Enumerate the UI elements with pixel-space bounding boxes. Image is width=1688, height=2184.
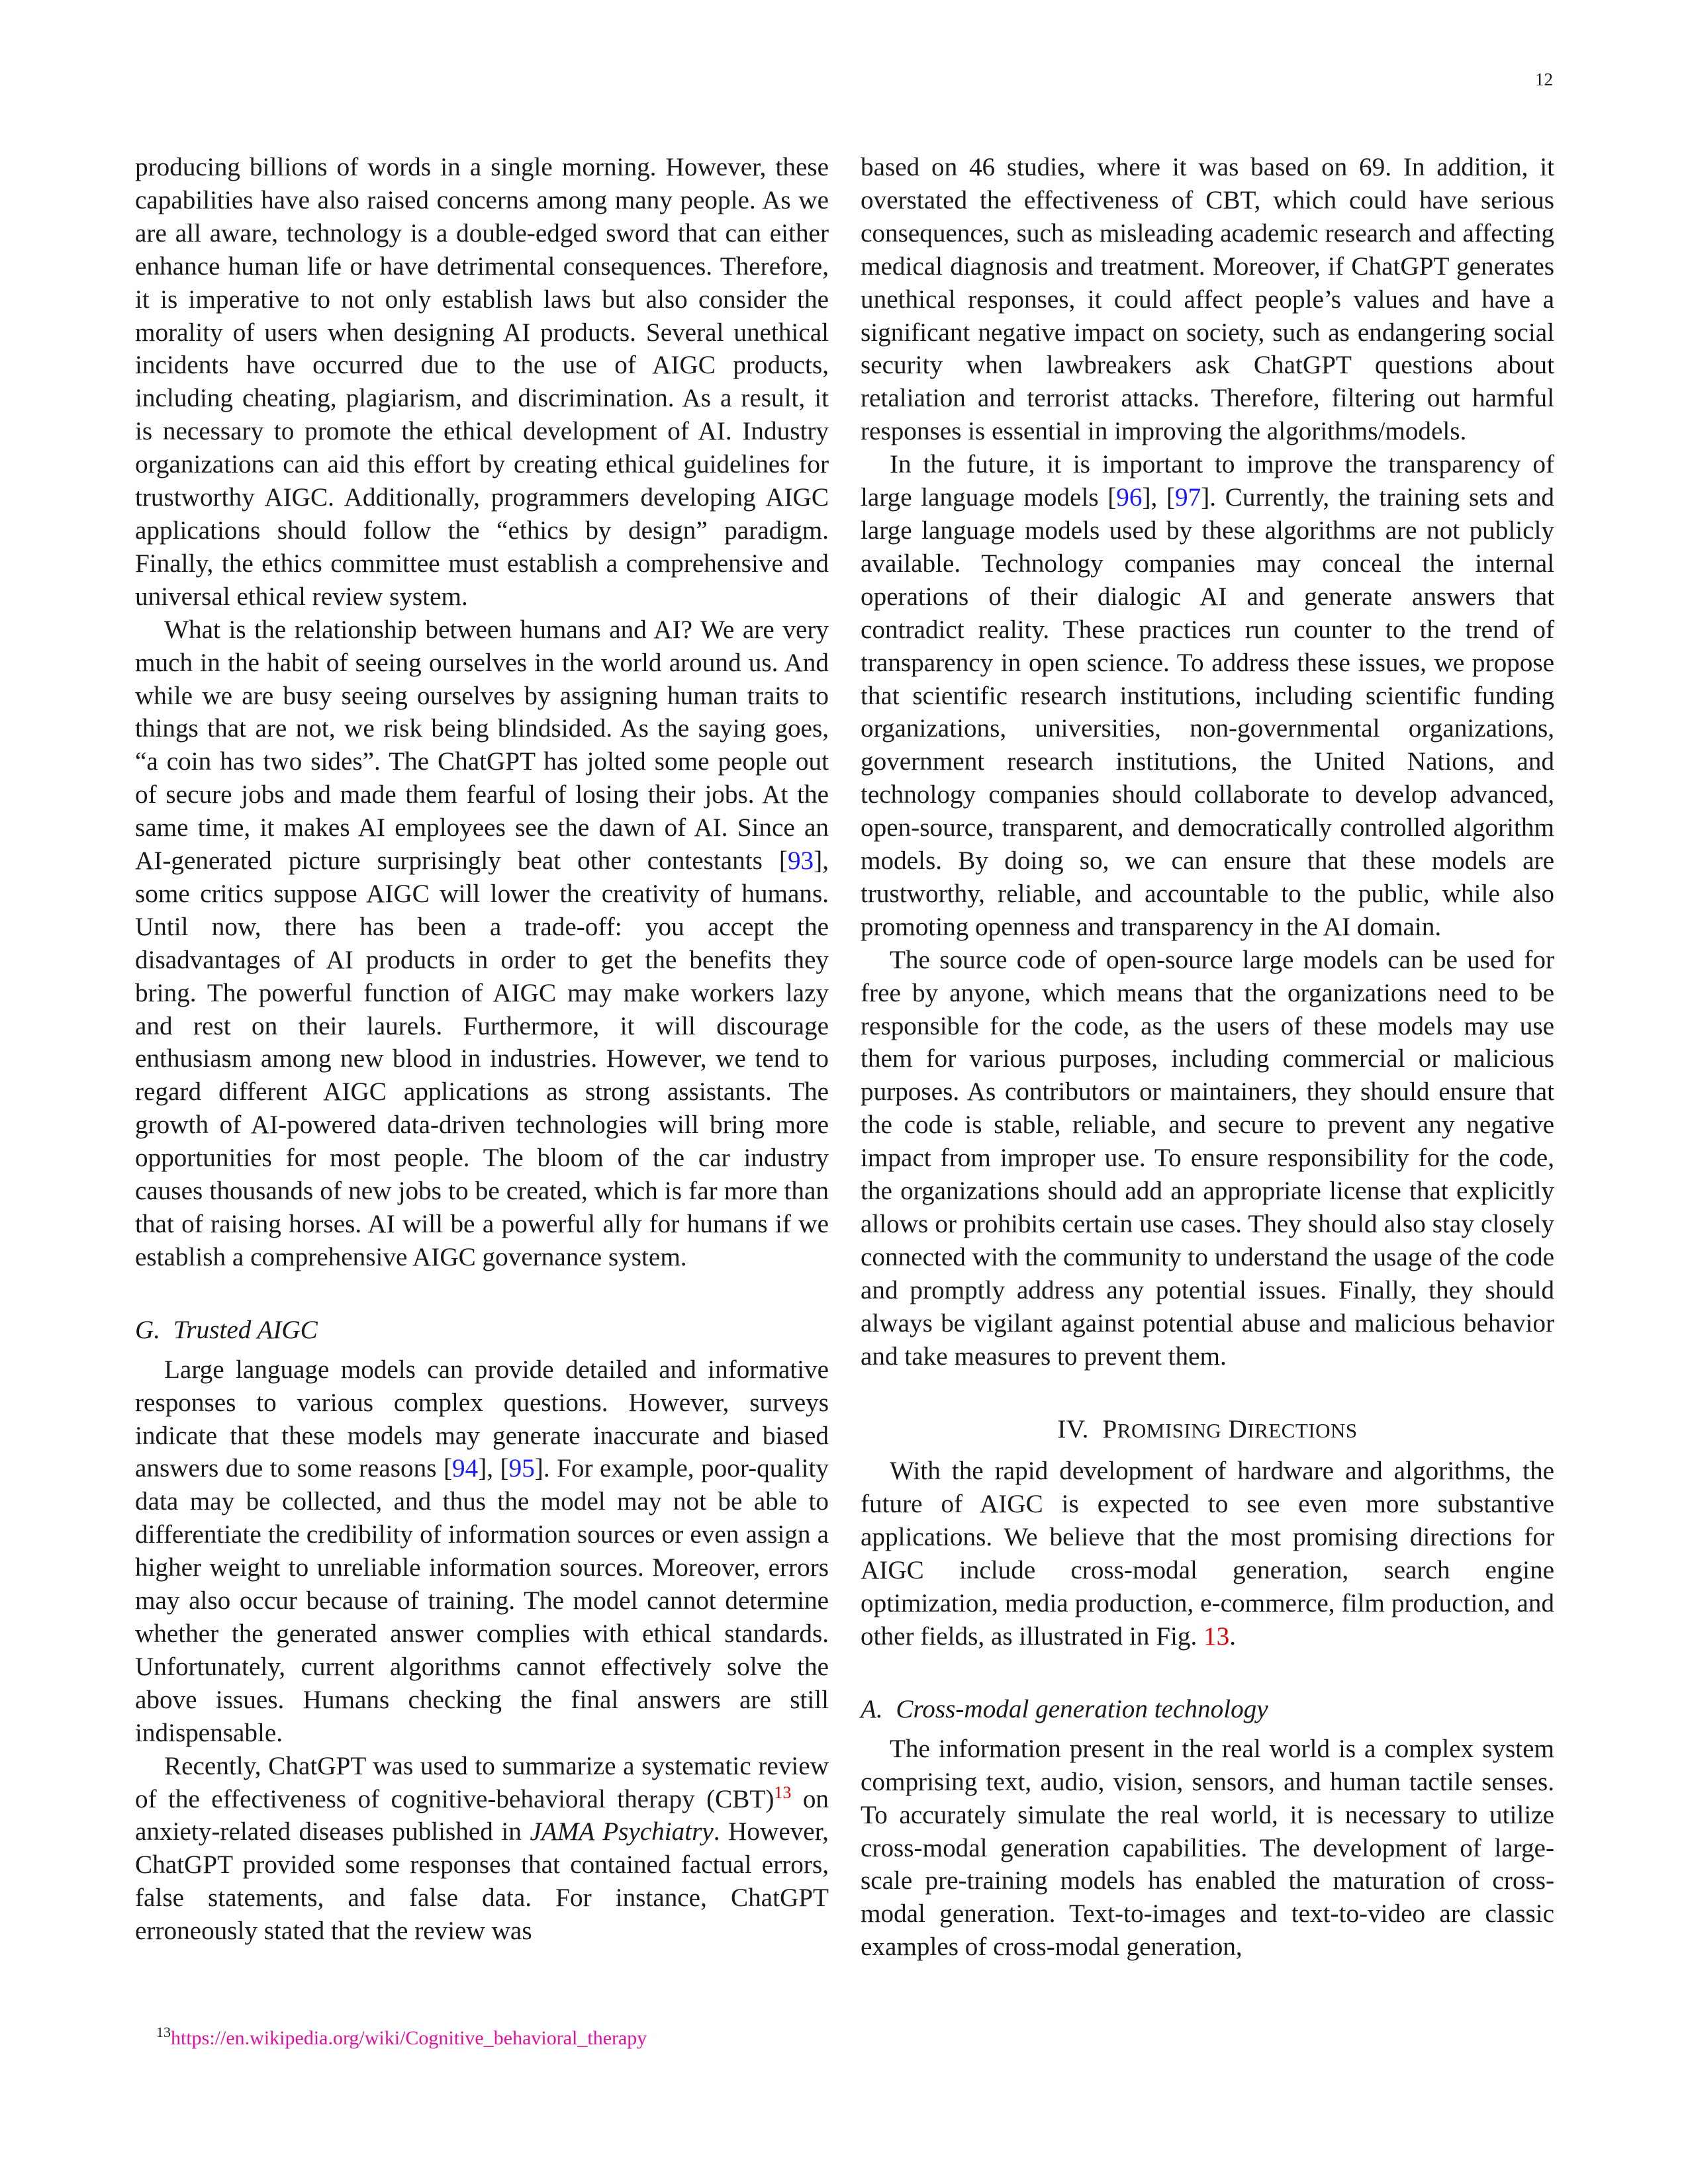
paragraph-text: In the future, it is important to improve the transparency of large language models [ — [861, 450, 1554, 512]
paragraph-text: Large language models can provide detailed and informative responses to various complex questions. However, surveys indicate that these models may generate inaccurate and biased answers due to some reasons [ — [135, 1355, 829, 1483]
section-title-part: D — [1228, 1414, 1248, 1443]
paragraph-text: on anxiety-related diseases published in — [135, 1784, 829, 1846]
paragraph: based on 46 studies, where it was based on 69. In addition, it overstated the effectiveness of CBT, which could have serious consequences, such as misleading academic research and affecting medical diagnosis and treatment. Moreover, if ChatGPT generates unethical responses, it could affect people’s values and have a significant negative impact on society, such as endangering social security when lawbreakers ask ChatGPT questions about retaliation and terrorist attacks. Therefore, filtering out harmful responses is essential in improving the algorithms/models. — [861, 153, 1554, 446]
paragraph — [861, 1455, 1554, 1653]
paragraph-text: ]. Currently, the training sets and large language models used by these algorithms are not publicly available. Technology companies may conceal the internal operations of their dialogic AI and generate answers that contradict reality. These practices run counter to the trend of transparency in open science. To address these issues, we propose that scientific research institutions, including scientific funding organizations, universities, non-governmental organizations, government research institutions, the United Nations, and technology companies should collaborate to develop advanced, open-source, transparent, and democratically controlled algorithm models. By doing so, we can ensure that these models are trustworthy, reliable, and accountable to the public, while also promoting openness and transparency in the AI domain. — [861, 483, 1554, 941]
citation-link[interactable]: 97 — [1175, 483, 1201, 512]
footnote — [156, 2025, 647, 2052]
section-title-part: ROMISING — [1117, 1418, 1222, 1442]
paragraph — [135, 614, 829, 1274]
subsection-title: Trusted AIGC — [173, 1315, 318, 1344]
section-number: IV. — [1057, 1414, 1089, 1443]
citation-link[interactable]: 96 — [1116, 483, 1143, 512]
section-heading — [861, 1413, 1554, 1447]
paragraph — [135, 1750, 829, 1948]
paragraph-text: What is the relationship between humans and AI? We are very much in the habit of seeing ourselves in the world around us. And while we are busy seeing ourselves by assigning human traits to things that are not, we risk being blindsided. As the saying goes, “a coin has two sides”. The ChatGPT has jolted some people out of secure jobs and made them fearful of losing their jobs. At the same time, it makes AI employees see the dawn of AI. Since an AI-generated picture surprisingly beat other contestants [ — [135, 615, 829, 876]
paragraph-text: ], [ — [478, 1454, 509, 1483]
paragraph-text: . — [1229, 1621, 1237, 1651]
footnote-number: 13 — [156, 2024, 171, 2040]
paragraph-text: . However, ChatGPT provided some responses that contained factual errors, false statements, and false data. For instance, ChatGPT erroneously stated that the review was — [135, 1817, 829, 1946]
paragraph: The source code of open-source large models can be used for free by anyone, which means that the organizations need to be responsible for the code, as the users of these models may use them for various purposes, including commercial or malicious purposes. As contributors or maintainers, they should ensure that the code is stable, reliable, and secure to prevent any negative impact from improper use. To ensure responsibility for the code, the organizations should add an appropriate license that explicitly allows or prohibits certain use cases. They should also stay closely connected with the community to understand the usage of the code and promptly address any potential issues. Finally, they should always be vigilant against potential abuse and malicious behavior and take measures to prevent them. — [861, 945, 1554, 1371]
citation-link[interactable]: 94 — [452, 1454, 479, 1483]
paragraph: producing billions of words in a single morning. However, these capabilities have also raised concerns among many people. As we are all aware, technology is a double-edged sword that can either enhance human life or have detrimental consequences. Therefore, it is imperative to not only establish laws but also consider the morality of users when designing AI products. Several unethical incidents have occurred due to the use of AIGC products, including cheating, plagiarism, and discrimination. As a result, it is necessary to promote the ethical development of AI. Industry organizations can aid this effort by creating ethical guidelines for trustworthy AIGC. Additionally, programmers developing AIGC applications should follow the “ethics by design” paradigm. Finally, the ethics committee must establish a comprehensive and universal ethical review system. — [135, 153, 829, 611]
subsection-number: G. — [135, 1315, 161, 1344]
subsection-heading — [861, 1693, 1554, 1726]
subsection-number: A. — [861, 1694, 883, 1723]
journal-name: JAMA Psychiatry — [530, 1817, 714, 1846]
right-column — [861, 151, 1554, 1964]
section-title-part: IRECTIONS — [1247, 1418, 1358, 1442]
section-title-part: P — [1102, 1414, 1117, 1443]
paragraph: The information present in the real world is a complex system comprising text, audio, vision, sensors, and human tactile senses. To accurately simulate the real world, it is necessary to utilize cross-modal generation capabilities. The development of large-scale pre-training models has enabled the maturation of cross-modal generation. Text-to-images and text-to-video are classic examples of cross-modal generation, — [861, 1734, 1554, 1962]
footnote-marker[interactable]: 13 — [774, 1782, 792, 1802]
paragraph — [135, 1353, 829, 1750]
figure-reference-link[interactable]: 13 — [1203, 1621, 1230, 1651]
citation-link[interactable]: 93 — [787, 846, 814, 876]
paragraph — [861, 448, 1554, 944]
subsection-title: Cross-modal generation technology — [896, 1694, 1268, 1723]
paragraph-text: ], some critics suppose AIGC will lower the creativity of humans. Until now, there has been a trade-off: you accept the disadvantages of AI products in order to get the benefits they bring. The powerful function of AIGC may make workers lazy and rest on their laurels. Furthermore, it will discourage enthusiasm among new blood in industries. However, we tend to regard different AIGC applications as strong assistants. The growth of AI-powered data-driven technologies will bring more opportunities for most people. The bloom of the car industry causes thousands of new jobs to be created, which is far more than that of raising horses. AI will be a powerful ally for humans if we establish a comprehensive AIGC governance system. — [135, 846, 829, 1271]
paragraph-text: ], [ — [1142, 483, 1176, 512]
page-number: 12 — [1535, 69, 1553, 89]
subsection-heading — [135, 1314, 829, 1347]
paragraph-text: ]. For example, poor-quality data may be collected, and thus the model may not be able to differentiate the credibility of information sources or even assign a higher weight to unreliable information sources. Moreover, errors may also occur because of training. The model cannot determine whether the generated answer complies with ethical standards. Unfortunately, current algorithms cannot effectively solve the above issues. Humans checking the final answers are still indispensable. — [135, 1454, 829, 1747]
citation-link[interactable]: 95 — [508, 1454, 535, 1483]
paragraph-text: With the rapid development of hardware and algorithms, the future of AIGC is expected to see even more substantive applications. We believe that the most promising directions for AIGC include cross-modal generation, search engine optimization, media production, e-commerce, film production, and other fields, as illustrated in Fig. — [861, 1457, 1554, 1651]
paragraph-text: Recently, ChatGPT was used to summarize a systematic review of the effectiveness of cognitive-behavioral therapy (CBT) — [135, 1751, 829, 1813]
left-column — [135, 151, 829, 1948]
footnote-url-link[interactable]: https://en.wikipedia.org/wiki/Cognitive_behavioral_therapy — [171, 2027, 647, 2049]
